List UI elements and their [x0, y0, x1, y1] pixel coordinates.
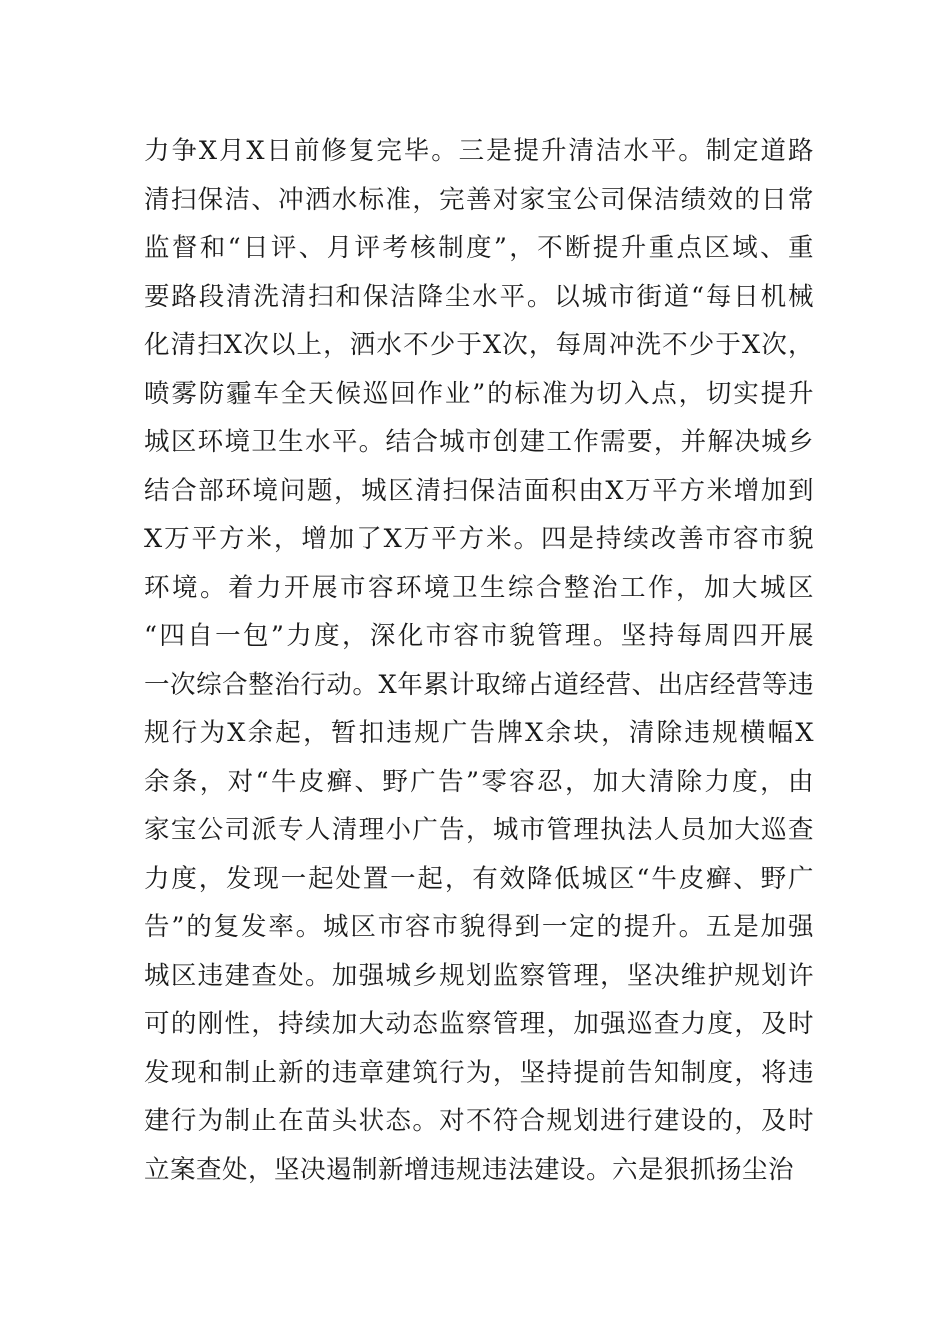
- text-line: 规行为X余起，暂扣违规广告牌X余块，清除违规横幅X: [144, 718, 814, 748]
- text-line: 要路段清洗清扫和保洁降尘水平。以城市街道“每日机械: [144, 281, 814, 312]
- text-line: X万平方米，增加了X万平方米。四是持续改善市容市貌: [144, 524, 814, 554]
- text-line: 化清扫X次以上，洒水不少于X次，每周冲洗不少于X次，: [144, 330, 814, 360]
- text-line: 可的刚性，持续加大动态监察管理，加强巡查力度，及时: [144, 1009, 814, 1039]
- text-line: 城区违建查处。加强城乡规划监察管理，坚决维护规划许: [144, 960, 814, 991]
- text-line: 发现和制止新的违章建筑行为，坚持提前告知制度，将违: [144, 1057, 814, 1088]
- text-line: 环境。着力开展市容环境卫生综合整治工作，加大城区: [144, 572, 814, 603]
- text-line: 力争X月X日前修复完毕。三是提升清洁水平。制定道路: [144, 136, 814, 166]
- body-text: [144, 127, 814, 1194]
- text-line: 告”的复发率。城区市容市貌得到一定的提升。五是加强: [144, 912, 814, 942]
- text-line: 城区环境卫生水平。结合城市创建工作需要，并解决城乡: [144, 427, 814, 457]
- text-line: 监督和“日评、月评考核制度”，不断提升重点区域、重: [144, 233, 814, 263]
- text-line: 结合部环境问题，城区清扫保洁面积由X万平方米增加到: [144, 475, 814, 506]
- text-line: 家宝公司派专人清理小广告，城市管理执法人员加大巡查: [144, 815, 814, 845]
- text-line: “四自一包”力度，深化市容市貌管理。坚持每周四开展: [144, 621, 814, 651]
- text-line: 力度，发现一起处置一起，有效降低城区“牛皮癣、野广: [144, 863, 814, 894]
- text-line: 余条，对“牛皮癣、野广告”零容忍，加大清除力度，由: [144, 766, 814, 797]
- text-line: 清扫保洁、冲洒水标准，完善对家宝公司保洁绩效的日常: [144, 184, 814, 215]
- text-line: 立案查处，坚决遏制新增违规违法建设。六是狠抓扬尘治: [144, 1154, 795, 1185]
- text-line: 一次综合整治行动。X年累计取缔占道经营、出店经营等违: [144, 669, 814, 700]
- text-line: 建行为制止在苗头状态。对不符合规划进行建设的，及时: [144, 1106, 814, 1136]
- text-line: 喷雾防霾车全天候巡回作业”的标准为切入点，切实提升: [144, 378, 814, 409]
